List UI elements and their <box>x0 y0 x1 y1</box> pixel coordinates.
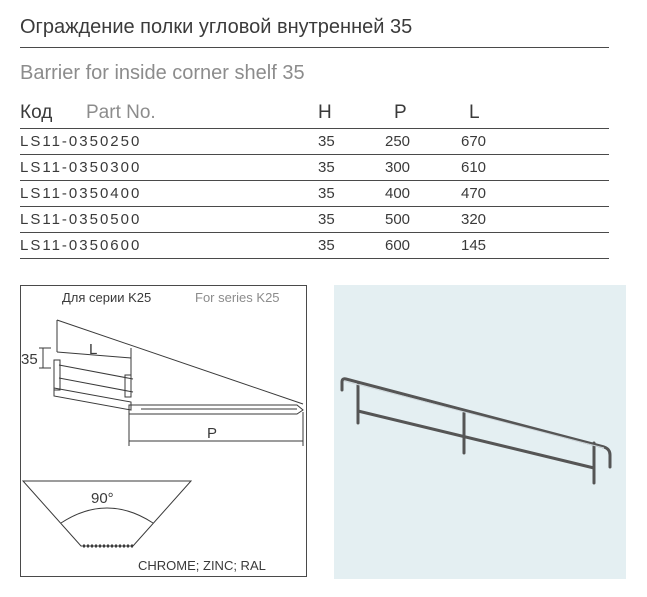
series-label-en: For series K25 <box>195 290 280 305</box>
angle-label: 90° <box>91 490 114 507</box>
barrier-rail-illustration <box>334 285 626 579</box>
cell-p: 300 <box>385 159 411 176</box>
spec-table <box>20 100 609 259</box>
cell-h: 35 <box>318 211 335 228</box>
technical-drawing <box>20 285 307 577</box>
barrier-post <box>54 360 60 390</box>
shelf-edge-line <box>57 320 303 404</box>
finish-options: CHROME; ZINC; RAL <box>138 558 266 573</box>
cell-h: 35 <box>318 159 335 176</box>
cell-code: LS11-0350500 <box>20 211 142 228</box>
header-h: H <box>318 102 332 123</box>
header-kod: Код <box>20 102 53 123</box>
cell-p: 600 <box>385 237 411 254</box>
cell-p: 250 <box>385 133 411 150</box>
cell-l: 610 <box>461 159 487 176</box>
table-row <box>20 129 609 155</box>
cell-h: 35 <box>318 237 335 254</box>
dim-p-label: P <box>207 425 218 442</box>
cell-l: 670 <box>461 133 487 150</box>
angle-arc <box>61 508 153 523</box>
title-divider <box>20 47 609 48</box>
cell-p: 400 <box>385 185 411 202</box>
header-p: P <box>394 102 407 123</box>
cell-code: LS11-0350250 <box>20 133 142 150</box>
table-row <box>20 181 609 207</box>
rail-bottom <box>358 411 594 468</box>
dim-l-label: L <box>89 341 98 358</box>
barrier-rail <box>59 378 133 392</box>
table-header <box>20 100 609 129</box>
cell-code: LS11-0350600 <box>20 237 142 254</box>
cell-l: 145 <box>461 237 487 254</box>
cell-h: 35 <box>318 185 335 202</box>
table-row <box>20 155 609 181</box>
table-row <box>20 233 609 259</box>
cell-p: 500 <box>385 211 411 228</box>
series-label-ru: Для серии K25 <box>62 290 152 305</box>
cell-code: LS11-0350300 <box>20 159 142 176</box>
rail-top <box>342 379 610 467</box>
barrier-rail <box>59 365 133 379</box>
cell-l: 320 <box>461 211 487 228</box>
cell-code: LS11-0350400 <box>20 185 142 202</box>
header-l: L <box>469 102 480 123</box>
cell-l: 470 <box>461 185 487 202</box>
cell-h: 35 <box>318 133 335 150</box>
table-row <box>20 207 609 233</box>
dim-height-label: 35 <box>21 351 38 368</box>
product-photo <box>334 285 626 579</box>
title-russian: Ограждение полки угловой внутренней 35 <box>20 16 413 38</box>
barrier-base <box>54 388 131 410</box>
header-part-no: Part No. <box>86 102 156 123</box>
title-english: Barrier for inside corner shelf 35 <box>20 62 305 84</box>
drawing-svg <box>21 286 306 576</box>
